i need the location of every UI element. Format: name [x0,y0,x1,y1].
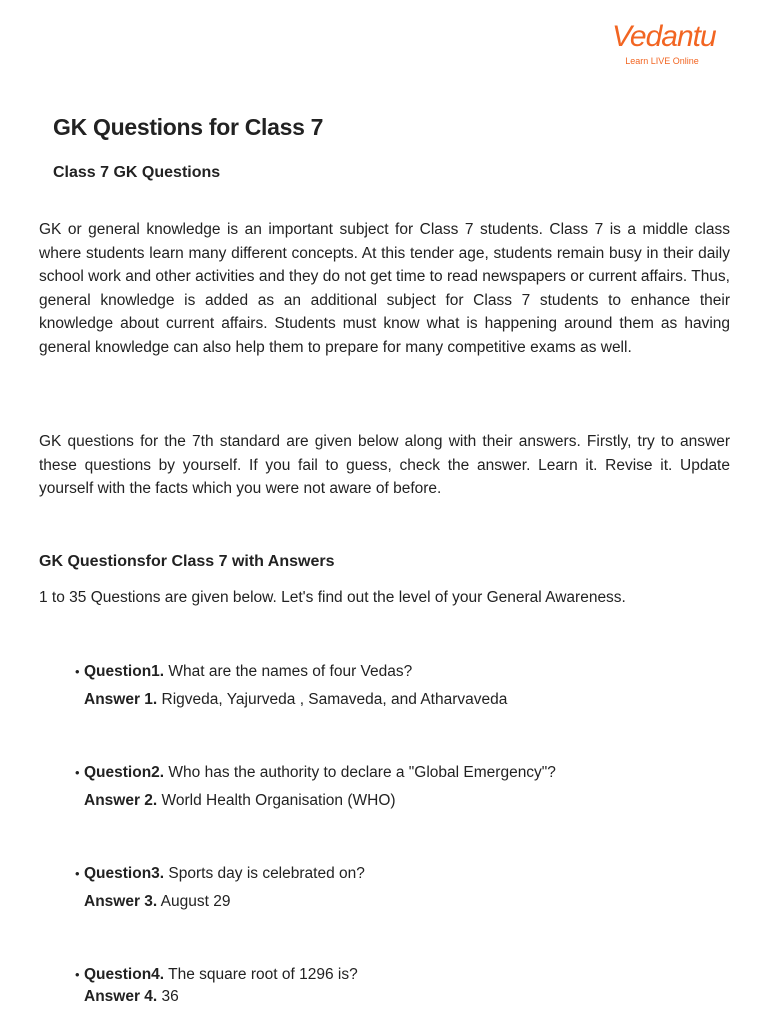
logo-wordmark: Vedantu [612,20,716,53]
answer-text: 36 [157,988,179,1005]
answer-label: Answer 4. [84,988,158,1005]
question-label: Question4. [84,966,165,983]
answer-label: Answer 1. [84,691,158,708]
bullet-icon: • [75,664,80,679]
question-line [75,763,715,783]
intro-paragraph: GK or general knowledge is an important subject for Class 7 students. Class 7 is a middle class where students learn many different concepts. At this tender age, students remain busy in their daily school work and other activities and they do not get time to read newspapers or current affairs. Thus, general knowledge is added as an additional subject for Class 7 students to enhance their knowledge about current affairs. Students must know what is happening around them as having general knowledge can also help them to prepare for many competitive exams as well. [39,221,730,356]
question-line [75,662,715,682]
bullet-icon: • [75,967,80,982]
page-title: GK Questions for Class 7 [53,114,324,140]
question-line [75,965,715,985]
answer-text: World Health Organisation (WHO) [157,792,396,809]
question-label: Question3. [84,865,165,882]
bullet-icon: • [75,765,80,780]
answer-label: Answer 2. [84,792,158,809]
answer-line [84,690,715,710]
question-line [75,864,715,884]
answer-text: Rigveda, Yajurveda , Samaveda, and Atharvaveda [157,691,508,708]
answer-line [84,791,715,811]
answer-line [84,892,715,912]
question-text: Who has the authority to declare a "Global Emergency"? [164,764,556,781]
qa-item-4 [75,965,715,1007]
answer-text: August 29 [157,893,231,910]
question-label: Question2. [84,764,165,781]
qa-item-3 [75,864,715,912]
question-label: Question1. [84,663,165,680]
question-text: What are the names of four Vedas? [164,663,413,680]
question-text: Sports day is celebrated on? [164,865,365,882]
qa-item-2 [75,763,715,811]
section-intro: 1 to 35 Questions are given below. Let's find out the level of your General Awareness. [39,589,626,606]
section-heading: GK Questionsfor Class 7 with Answers [39,553,335,570]
question-text: The square root of 1296 is? [164,966,358,983]
instructions-paragraph: GK questions for the 7th standard are given below along with their answers. Firstly, try to answer these questions by yourself. If you fail to guess, check the answer. Learn it. Revise it. Update yourself with the facts which you were not aware of before. [39,433,730,497]
answer-line [84,987,715,1007]
bullet-icon: • [75,866,80,881]
answer-label: Answer 3. [84,893,158,910]
page-subtitle: Class 7 GK Questions [53,164,221,181]
qa-item-1 [75,662,715,710]
vedantu-logo [612,20,716,66]
logo-tagline: Learn LIVE Online [625,56,699,66]
